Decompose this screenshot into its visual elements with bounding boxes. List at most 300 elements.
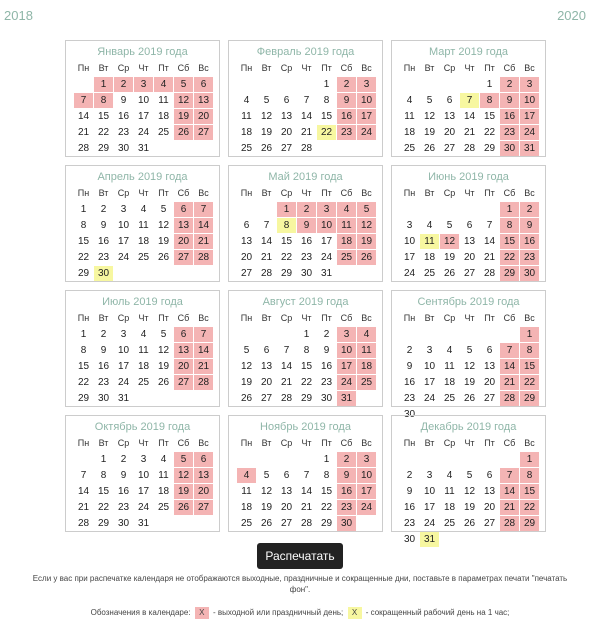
weekday-header: Вт [424,438,435,448]
month-card [228,165,383,282]
day-cell: 8 [100,470,107,481]
day-cell: 29 [97,143,110,154]
month-days-grid [237,61,382,156]
weekday-header: Чт [138,188,149,198]
day-cell: 16 [520,234,539,249]
day-cell: 9 [297,218,316,233]
weekday-header: Пн [240,188,253,198]
day-cell: 18 [240,502,253,513]
day-cell: 30 [97,393,110,404]
day-cell: 3 [120,329,127,340]
day-cell: 10 [403,236,416,247]
print-note: Если у вас при распечатке календаря не отображаются выходные, праздничные и сокращенные дни, поставьте в параметрах печати "печатать фон". [32,574,568,594]
day-cell: 5 [263,95,270,106]
day-cell: 17 [320,236,333,247]
empty-cell [277,77,296,92]
day-cell: 7 [74,93,93,108]
day-cell: 17 [423,502,436,513]
weekday-header: Пт [321,313,332,323]
day-cell: 12 [157,220,170,231]
day-cell: 31 [420,532,439,547]
day-cell: 30 [337,516,356,531]
day-cell: 17 [117,361,130,372]
day-cell: 29 [520,516,539,531]
day-cell: 3 [140,454,147,465]
weekday-header: Пт [484,188,495,198]
day-cell: 12 [463,361,476,372]
day-cell: 29 [77,268,90,279]
weekday-header: Пн [240,63,253,73]
day-cell: 26 [260,143,273,154]
day-cell: 17 [423,377,436,388]
month-title: Октябрь 2019 года [94,421,191,433]
day-cell: 8 [303,345,310,356]
weekday-header: Сб [340,438,353,448]
day-cell: 28 [483,268,496,279]
day-cell: 15 [77,361,90,372]
weekday-header: Пн [77,438,90,448]
day-cell: 13 [483,486,496,497]
empty-cell [440,202,459,217]
month-card [228,290,383,407]
day-cell: 5 [174,77,193,92]
day-cell: 9 [406,486,413,497]
day-cell: 22 [500,250,519,265]
day-cell: 20 [240,252,253,263]
day-cell: 12 [440,234,459,249]
weekday-header: Чт [301,438,312,448]
day-cell: 2 [297,202,316,217]
day-cell: 5 [357,202,376,217]
day-cell: 20 [280,127,293,138]
day-cell: 17 [403,252,416,263]
weekday-header: Пт [484,313,495,323]
day-cell: 3 [120,204,127,215]
weekday-header: Пт [158,63,169,73]
day-cell: 17 [520,109,539,124]
day-cell: 8 [500,218,519,233]
day-cell: 19 [463,502,476,513]
weekday-header: Пн [240,313,253,323]
day-cell: 20 [280,502,293,513]
day-cell: 7 [80,470,87,481]
day-cell: 24 [423,518,436,529]
empty-cell [277,327,296,342]
day-cell: 22 [520,375,539,390]
weekday-header: Сб [503,188,516,198]
day-cell: 28 [463,143,476,154]
day-cell: 13 [260,361,273,372]
day-cell: 29 [500,266,519,281]
day-cell: 21 [77,502,90,513]
day-cell: 22 [77,377,90,388]
day-cell: 14 [300,111,313,122]
day-cell: 29 [520,391,539,406]
empty-cell [297,77,316,92]
day-cell: 29 [280,268,293,279]
day-cell: 13 [443,111,456,122]
day-cell: 18 [423,252,436,263]
day-cell: 13 [463,236,476,247]
day-cell: 22 [317,125,336,140]
weekday-header: Ср [443,313,456,323]
day-cell: 3 [520,77,539,92]
day-cell: 1 [94,77,113,92]
day-cell: 9 [323,345,330,356]
empty-cell [420,327,439,342]
prev-year-link[interactable]: 2018 [4,8,33,23]
day-cell: 14 [77,486,90,497]
empty-cell [237,77,256,92]
weekday-header: Вт [98,188,109,198]
empty-cell [277,452,296,467]
day-cell: 15 [320,486,333,497]
day-cell: 9 [100,345,107,356]
month-card [65,165,220,282]
day-cell: 21 [483,252,496,263]
empty-cell [480,327,499,342]
day-cell: 17 [337,359,356,374]
weekday-header: Пт [484,438,495,448]
day-cell: 24 [520,125,539,140]
day-cell: 7 [486,220,493,231]
day-cell: 3 [357,77,376,92]
print-button[interactable]: Распечатать [257,543,343,569]
day-cell: 9 [500,93,519,108]
day-cell: 12 [240,361,253,372]
next-year-link[interactable]: 2020 [557,8,586,23]
day-cell: 12 [174,93,193,108]
day-cell: 9 [120,470,127,481]
day-cell: 4 [243,95,250,106]
day-cell: 15 [300,361,313,372]
day-cell: 18 [157,111,170,122]
month-card [228,40,383,157]
weekday-header: Чт [138,438,149,448]
day-cell: 21 [500,375,519,390]
day-cell: 28 [500,516,519,531]
day-cell: 13 [280,486,293,497]
day-cell: 11 [444,361,455,372]
day-cell: 11 [241,111,252,122]
month-days-grid [74,186,219,281]
day-cell: 10 [337,343,356,358]
weekday-header: Пт [321,188,332,198]
day-cell: 6 [466,220,473,231]
day-cell: 28 [300,518,313,529]
day-cell: 16 [337,484,356,499]
day-cell: 21 [77,127,90,138]
weekday-header: Ср [117,188,130,198]
day-cell: 30 [403,534,416,545]
day-cell: 11 [337,218,356,233]
month-title: Февраль 2019 года [256,46,355,58]
day-cell: 15 [97,111,110,122]
day-cell: 14 [77,111,90,122]
day-cell: 1 [500,202,519,217]
day-cell: 23 [320,377,333,388]
day-cell: 27 [174,250,193,265]
day-cell: 25 [443,393,456,404]
day-cell: 15 [97,486,110,497]
day-cell: 18 [137,236,150,247]
day-cell: 16 [97,361,110,372]
day-cell: 2 [100,204,107,215]
day-cell: 11 [158,95,169,106]
day-cell: 29 [77,393,90,404]
weekday-header: Пн [77,313,90,323]
day-cell: 7 [500,468,519,483]
day-cell: 25 [403,143,416,154]
day-cell: 19 [174,484,193,499]
month-days-grid [237,436,382,531]
empty-cell [74,77,93,92]
day-cell: 13 [280,111,293,122]
day-cell: 22 [97,127,110,138]
day-cell: 7 [194,202,213,217]
day-cell: 11 [138,345,149,356]
month-card [65,415,220,532]
day-cell: 5 [160,329,167,340]
day-cell: 18 [443,377,456,388]
day-cell: 28 [280,393,293,404]
day-cell: 18 [240,127,253,138]
weekday-header: Пт [321,438,332,448]
month-card [228,415,383,532]
day-cell: 10 [117,220,130,231]
day-cell: 16 [403,502,416,513]
weekday-header: Вт [261,438,272,448]
empty-cell [460,77,479,92]
day-cell: 16 [97,236,110,247]
day-cell: 13 [174,343,193,358]
day-cell: 11 [420,234,439,249]
day-cell: 23 [520,250,539,265]
day-cell: 25 [357,375,376,390]
day-cell: 10 [117,345,130,356]
empty-cell [480,452,499,467]
month-title: Июль 2019 года [102,296,183,308]
day-cell: 23 [117,502,130,513]
day-cell: 9 [100,220,107,231]
day-cell: 14 [463,111,476,122]
month-title: Сентябрь 2019 года [417,296,520,308]
day-cell: 10 [423,361,436,372]
day-cell: 20 [194,484,213,499]
day-cell: 19 [463,377,476,388]
day-cell: 10 [137,95,150,106]
weekday-header: Вс [361,313,372,323]
month-title: Март 2019 года [428,46,509,58]
day-cell: 31 [137,518,150,529]
weekday-header: Вт [98,63,109,73]
day-cell: 29 [97,518,110,529]
weekday-header: Вт [98,438,109,448]
legend-red-box: X [195,607,209,619]
day-cell: 27 [443,143,456,154]
day-cell: 31 [137,143,150,154]
day-cell: 23 [403,393,416,404]
empty-cell [237,327,256,342]
weekday-header: Чт [464,188,475,198]
day-cell: 8 [80,345,87,356]
day-cell: 4 [160,454,167,465]
day-cell: 1 [80,204,87,215]
day-cell: 12 [174,468,193,483]
day-cell: 24 [117,252,130,263]
day-cell: 19 [157,236,170,247]
day-cell: 11 [241,486,252,497]
weekday-header: Пн [403,63,416,73]
day-cell: 23 [403,518,416,529]
weekday-header: Пт [158,438,169,448]
empty-cell [500,452,519,467]
day-cell: 30 [300,268,313,279]
day-cell: 26 [157,252,170,263]
day-cell: 29 [300,393,313,404]
day-cell: 20 [483,377,496,388]
day-cell: 3 [134,77,153,92]
day-cell: 4 [140,204,147,215]
day-cell: 9 [337,468,356,483]
day-cell: 25 [157,127,170,138]
day-cell: 3 [357,452,376,467]
day-cell: 1 [323,79,330,90]
day-cell: 1 [486,79,493,90]
day-cell: 4 [357,327,376,342]
day-cell: 16 [117,486,130,497]
day-cell: 11 [404,111,415,122]
weekday-header: Сб [503,438,516,448]
day-cell: 5 [426,95,433,106]
empty-cell [440,452,459,467]
empty-cell [400,77,419,92]
month-title: Ноябрь 2019 года [260,421,351,433]
day-cell: 7 [500,343,519,358]
day-cell: 18 [157,486,170,497]
weekday-header: Сб [340,63,353,73]
day-cell: 22 [280,252,293,263]
day-cell: 18 [357,359,376,374]
weekday-header: Пн [77,63,90,73]
day-cell: 24 [117,377,130,388]
month-title: Май 2019 года [268,171,343,183]
empty-cell [400,452,419,467]
day-cell: 11 [357,343,376,358]
day-cell: 3 [406,220,413,231]
day-cell: 5 [446,220,453,231]
day-cell: 3 [426,470,433,481]
weekday-header: Чт [138,313,149,323]
day-cell: 18 [443,502,456,513]
day-cell: 22 [320,502,333,513]
legend-prefix: Обозначения в календаре: [90,608,191,618]
empty-cell [480,202,499,217]
day-cell: 7 [303,95,310,106]
weekday-header: Ср [280,63,293,73]
day-cell: 30 [117,143,130,154]
day-cell: 25 [443,518,456,529]
weekday-header: Пт [158,313,169,323]
day-cell: 4 [446,345,453,356]
empty-cell [297,452,316,467]
empty-cell [460,202,479,217]
day-cell: 1 [520,452,539,467]
day-cell: 22 [300,377,313,388]
day-cell: 18 [337,234,356,249]
day-cell: 19 [260,127,273,138]
day-cell: 16 [337,109,356,124]
weekday-header: Сб [340,188,353,198]
day-cell: 13 [240,236,253,247]
weekday-header: Вт [424,188,435,198]
empty-cell [420,77,439,92]
day-cell: 21 [260,252,273,263]
weekday-header: Ср [117,313,130,323]
day-cell: 2 [100,329,107,340]
empty-cell [400,202,419,217]
day-cell: 14 [483,236,496,247]
month-card [391,165,546,282]
weekday-header: Вт [261,188,272,198]
day-cell: 14 [280,361,293,372]
day-cell: 27 [240,268,253,279]
day-cell: 24 [403,268,416,279]
day-cell: 24 [320,252,333,263]
weekday-header: Вс [361,438,372,448]
weekday-header: Вс [198,63,209,73]
month-days-grid [237,186,382,281]
legend-yellow-box: X [348,607,362,619]
day-cell: 30 [320,393,333,404]
day-cell: 22 [520,500,539,515]
weekday-header: Вт [424,313,435,323]
day-cell: 9 [120,95,127,106]
day-cell: 13 [194,93,213,108]
day-cell: 2 [500,77,519,92]
weekday-header: Вс [198,313,209,323]
day-cell: 30 [403,409,416,420]
day-cell: 2 [337,452,356,467]
day-cell: 24 [137,502,150,513]
day-cell: 8 [323,95,330,106]
weekday-header: Ср [280,438,293,448]
day-cell: 27 [260,393,273,404]
empty-cell [440,77,459,92]
day-cell: 22 [483,127,496,138]
day-cell: 15 [520,359,539,374]
day-cell: 23 [97,252,110,263]
weekday-header: Вс [198,438,209,448]
day-cell: 1 [277,202,296,217]
day-cell: 21 [194,359,213,374]
day-cell: 19 [174,109,193,124]
day-cell: 25 [157,502,170,513]
day-cell: 25 [240,518,253,529]
month-days-grid [237,311,382,406]
day-cell: 30 [520,266,539,281]
day-cell: 1 [100,454,107,465]
day-cell: 19 [423,127,436,138]
weekday-header: Чт [138,63,149,73]
day-cell: 7 [263,220,270,231]
weekday-header: Вс [524,313,535,323]
day-cell: 31 [320,268,333,279]
empty-cell [257,77,276,92]
weekday-header: Пн [403,188,416,198]
day-cell: 8 [80,220,87,231]
day-cell: 20 [443,127,456,138]
